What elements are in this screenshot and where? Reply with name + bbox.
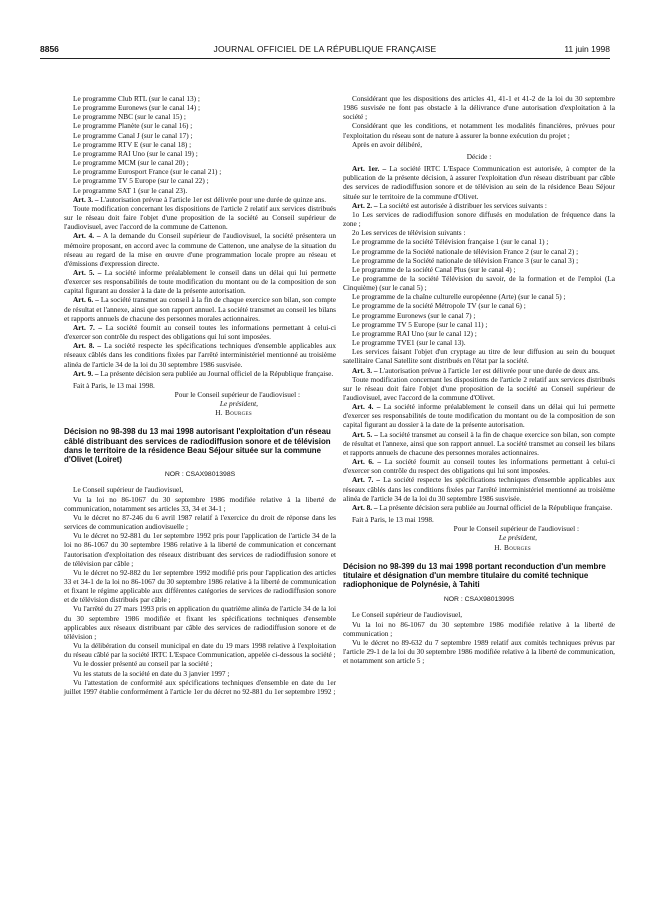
article-text: La présente décision sera publiée au Journal officiel de la République française.	[100, 368, 334, 378]
cryptage-note: Les services faisant l'objet d'un cryptage au titre de leur diffusion au sein du bouquet satellitaire Canal Satellite sont distribués en l'état par la société.	[343, 347, 615, 366]
article-label: Art. 5. –	[73, 267, 102, 277]
article-label: Art. 1er. –	[352, 164, 387, 174]
list-item: Le programme Canal J (sur le canal 17) ;	[73, 130, 193, 140]
article-text: La société est autorisée à distribuer les services suivants :	[379, 200, 547, 210]
article-6	[343, 457, 615, 475]
list-item: Le programme Euronews (sur le canal 14) ;	[73, 103, 201, 113]
visa: Vu le décret no 89-632 du 7 septembre 1989 relatif aux comités techniques prévus par l'article 29-1 de la loi du 30 septembre 1986 modifiée relative à la liberté de communication, et notamment son article 5 ;	[343, 637, 615, 666]
article-label: Art. 8. –	[352, 502, 378, 512]
article-label: Art. 8. –	[73, 341, 102, 351]
article-label: Art. 6. –	[73, 295, 99, 305]
visa: Vu l'arrêté du 27 mars 1993 pris en application du quatrième alinéa de l'article 34 de la loi du 30 septembre 1986 modifiée et fixant les spécifications techniques d'ensemble applicables aux réseaux distribuant par câble des services de radiodiffusion sonore et de télévision ;	[64, 604, 336, 641]
article-3	[64, 195, 336, 204]
list-item: Le programme SAT 1 (sur le canal 23).	[73, 185, 188, 195]
article-text: La société transmet au conseil à la fin de chaque exercice son bilan, son compte de résultat et l'annexe, ainsi que son rapport annuel. La société transmet au conseil les bilans et rapports annuels de chacune des personnes morales actionnaires.	[343, 429, 615, 457]
article-text: La société fournit au conseil toutes les informations permettant à celui-ci d'exercer son contrôle du respect des obligations qui lui sont imposées.	[343, 457, 615, 476]
issue-date: 11 juin 1998	[564, 44, 610, 54]
considerant: Après en avoir délibéré,	[352, 139, 423, 149]
list-item: Le programme de la chaîne culturelle européenne (Arte) (sur le canal 5) ;	[352, 292, 566, 302]
list-item: Le programme Eurosport France (sur le canal 21) ;	[73, 167, 222, 177]
article-text: La société fournit au conseil toutes les informations permettant à celui-ci d'exercer son contrôle du respect des obligations qui lui sont imposées.	[64, 322, 336, 342]
article-label: Art. 6. –	[352, 457, 382, 467]
visa: Vu la loi no 86-1067 du 30 septembre 1986 modifiée relative à la liberté de communication, notamment ses articles 33, 34 et 34-1 ;	[64, 494, 336, 513]
list-item: Le programme Planète (sur le canal 16) ;	[73, 121, 193, 131]
list-item: Le programme de la Société nationale de télévision France 3 (sur le canal 3) ;	[352, 255, 579, 265]
page-number: 8856	[40, 44, 59, 54]
list-item: Le programme de la Société nationale de télévision France 2 (sur le canal 2) ;	[352, 246, 579, 256]
list-item: Le programme MCM (sur le canal 20) ;	[73, 158, 189, 168]
radio-services: 1o Les services de radiodiffusion sonore diffusés en modulation de fréquence dans la zone ;	[343, 209, 615, 229]
done-at: Fait à Paris, le 13 mai 1998.	[352, 515, 434, 525]
visa: Vu les statuts de la société en date du 3 janvier 1997 ;	[73, 668, 230, 678]
signature-for: Pour le Conseil supérieur de l'audiovisuel :	[174, 390, 300, 399]
article-label: Art. 3. –	[352, 365, 378, 375]
article-label: Art. 2. –	[352, 200, 378, 210]
nor-reference: NOR : CSAX9801398S	[164, 471, 236, 479]
visa: Vu l'attestation de conformité aux spécifications techniques d'ensemble en date du 1er juillet 1997 établie conformément à l'article 1er du décret no 92-881 du 1er septembre 1992 ;	[64, 677, 336, 696]
article-text: L'autorisation prévue à l'article 1er est délivrée pour une durée de quinze ans.	[100, 194, 327, 204]
article-9	[64, 369, 336, 378]
article-text: Toute modification concernant les dispositions de l'article 2 relatif aux services distribués sur le réseau doit faire l'objet d'une proposition de la société au Conseil supérieur de l'audiovisuel, avec l'accord de la commune de Cattenon.	[64, 203, 336, 232]
list-item: Le programme RAI Uno (sur le canal 12) ;	[352, 328, 477, 338]
visa: Vu la délibération du conseil municipal en date du 19 mars 1998 relative à l'exploitation du réseau câblé par la société IRTC L'Espace Communication, appelée ci-dessous la société ;	[64, 641, 336, 660]
list-item: Le programme Club RTL (sur le canal 13) ;	[73, 94, 200, 103]
article-7	[64, 323, 336, 341]
visa: Le Conseil supérieur de l'audiovisuel,	[73, 485, 184, 495]
article-6	[64, 295, 336, 322]
article-5	[343, 430, 615, 457]
article-text: Toute modification concernant les dispositions de l'article 2 relatif aux services distribués sur le réseau doit faire l'objet d'une proposition de la société au Conseil supérieur de l'audiovisuel, avec l'accord de la commune d'Olivet.	[343, 374, 615, 402]
article-5	[64, 268, 336, 295]
article-text: La présente décision sera publiée au Journal officiel de la République française.	[379, 502, 613, 512]
article-text: A la demande du Conseil supérieur de l'audiovisuel, la société présentera un mémoire proposant, en accord avec la commune de Cattenon, une analyse de la situation du réseau au regard de la mise en œuvre d'une programmation locale propre au réseau et d'émissions d'expression directe.	[64, 231, 337, 268]
article-3-paragraph	[64, 204, 336, 231]
signature-role: Le président,	[498, 533, 537, 543]
article-label: Art. 4. –	[352, 402, 381, 412]
article-text: La société respecte les spécifications techniques d'ensemble applicables aux réseaux câblés dans les conditions fixées par l'arrêté interministériel mentionné au troisième alinéa de l'article 34 de la loi du 30 septembre 1986 susvisée.	[343, 475, 615, 503]
list-item: Le programme NBC (sur le canal 15) ;	[73, 112, 186, 122]
article-1	[343, 164, 615, 201]
list-item: Le programme RTV E (sur le canal 18) ;	[73, 139, 192, 149]
list-item: Le programme TVE1 (sur le canal 13).	[352, 338, 466, 348]
signature-name: H. Bourges	[494, 542, 531, 552]
article-text: L'autorisation prévue à l'article 1er est délivrée pour une durée de deux ans.	[379, 365, 600, 375]
journal-title: JOURNAL OFFICIEL DE LA RÉPUBLIQUE FRANÇAISE	[213, 44, 437, 54]
article-7	[343, 475, 615, 502]
article-2	[343, 201, 615, 210]
signature-for: Pour le Conseil supérieur de l'audiovisuel :	[453, 524, 579, 534]
considerant: Considérant que les conditions, et notamment les modalités financières, prévues pour l'exploitation du réseau sont de nature à assurer la bonne exécution du projet ;	[343, 121, 615, 140]
page-header	[40, 44, 610, 59]
article-label: Art. 7. –	[352, 475, 381, 485]
article-text: La société informe préalablement le conseil dans un délai qui lui permette d'exercer ses responsabilités de toute modification du montant ou de la composition de son capital figurant au dossier à la date de la présente autorisation.	[64, 267, 336, 296]
list-item: Le programme TV 5 Europe (sur le canal 22) ;	[73, 176, 209, 186]
article-label: Art. 5. –	[352, 429, 378, 439]
article-label: Art. 7. –	[73, 322, 103, 332]
left-column	[64, 94, 336, 696]
visa: Vu le décret no 87-246 du 6 avril 1987 relatif à l'exercice du droit de réponse dans les services de communication audiovisuelle ;	[64, 512, 336, 532]
article-4	[343, 402, 615, 429]
decision-title: Décision no 98-399 du 13 mai 1998 portant reconduction d'un membre titulaire et désignation d'un membre titulaire du comité technique radiophonique de Polynésie, à Tahiti	[343, 561, 606, 590]
article-label: Art. 3. –	[73, 194, 99, 204]
list-item: Le programme de la société Télévision française 1 (sur le canal 1) ;	[352, 237, 549, 247]
signature-name: H. Bourges	[215, 408, 252, 418]
signature-role: Le président,	[219, 399, 258, 409]
visa: Vu le décret no 92-882 du 1er septembre 1992 modifié pris pour l'application des articles 33 et 34-1 de la loi no 86-1067 du 30 septembre 1986 relative à la liberté de communication et fixant le régime applicable aux différentes catégories de services de radiodiffusion sonore et de télévision distribués par câble ;	[64, 567, 336, 605]
article-3-paragraph	[343, 375, 615, 402]
considerant: Considérant que les dispositions des articles 41, 41-1 et 41-2 de la loi du 30 septembre 1986 susvisée ne font pas obstacle à la délivrance d'une autorisation d'exploitation à la société ;	[343, 94, 615, 122]
decide-heading: Décide :	[466, 151, 492, 161]
article-label: Art. 9. –	[73, 368, 99, 378]
list-item: Le programme RAI Uno (sur le canal 19) ;	[73, 148, 198, 158]
article-3	[343, 366, 615, 375]
article-8	[64, 341, 336, 368]
list-item: Le programme de la société Métropole TV (sur le canal 6) ;	[352, 301, 526, 311]
article-8	[343, 503, 615, 512]
programme-list	[64, 94, 336, 195]
article-text: La société transmet au conseil à la fin de chaque exercice son bilan, son compte de résultat et l'annexe, ainsi que son rapport annuel. La société transmet au conseil les bilans et rapports annuels de chacune des personnes morales actionnaires.	[64, 295, 336, 323]
article-4	[64, 231, 336, 268]
tv-services-intro: 2o Les services de télévision suivants :	[352, 228, 466, 238]
list-item: Le programme Euronews (sur le canal 7) ;	[352, 310, 476, 320]
list-item: Le programme de la société Télévision du savoir, de la formation et de l'emploi (La Cinquième) (sur le canal 5) ;	[343, 273, 615, 293]
done-at: Fait à Paris, le 13 mai 1998.	[73, 380, 155, 390]
article-text: La société IRTC L'Espace Communication est autorisée, à compter de la publication de la présente décision, à assurer l'exploitation d'un réseau distribuant par câble des services de radiodiffusion sonore et de télévision au sein de la résidence Beau Séjour située sur le territoire de la commune d'Olivet.	[343, 164, 616, 201]
list-item: Le programme TV 5 Europe (sur le canal 11) ;	[352, 319, 488, 329]
visa: Vu le dossier présenté au conseil par la société ;	[73, 659, 213, 669]
article-label: Art. 4. –	[73, 231, 101, 241]
visa: Vu la loi no 86-1067 du 30 septembre 1986 modifiée relative à la liberté de communication ;	[343, 619, 615, 638]
visa: Le Conseil supérieur de l'audiovisuel,	[352, 610, 463, 620]
decision-title: Décision no 98-398 du 13 mai 1998 autorisant l'exploitation d'un réseau câblé distribuant des services de radiodiffusion sonore et de télévision dans le territoire de la résidence Beau Séjour située sur la commune d'Olivet (Loiret)	[64, 427, 331, 465]
nor-reference: NOR : CSAX9801399S	[443, 596, 515, 604]
article-text: La société informe préalablement le conseil dans un délai qui lui permette d'exercer ses responsabilités de toute modification du montant ou de la composition de son capital figurant au dossier à la date de la présente autorisation.	[343, 402, 615, 430]
list-item: Le programme de la société Canal Plus (sur le canal 4) ;	[352, 264, 516, 274]
visa: Vu le décret no 92-881 du 1er septembre 1992 pris pour l'application de l'article 34 de la loi no 86-1067 du 30 septembre 1986 relative à la liberté de communication et concernant l'autorisation d'exploitation des réseaux distribuant des services de radiodiffusion sonore et de télévision par câble ;	[64, 531, 336, 568]
article-text: La société respecte les spécifications techniques d'ensemble applicables aux réseaux câblés dans les conditions fixées par l'arrêté interministériel mentionné au troisième alinéa de l'article 34 de la loi du 30 septembre 1986 susvisée.	[64, 341, 336, 369]
right-column	[343, 94, 615, 665]
